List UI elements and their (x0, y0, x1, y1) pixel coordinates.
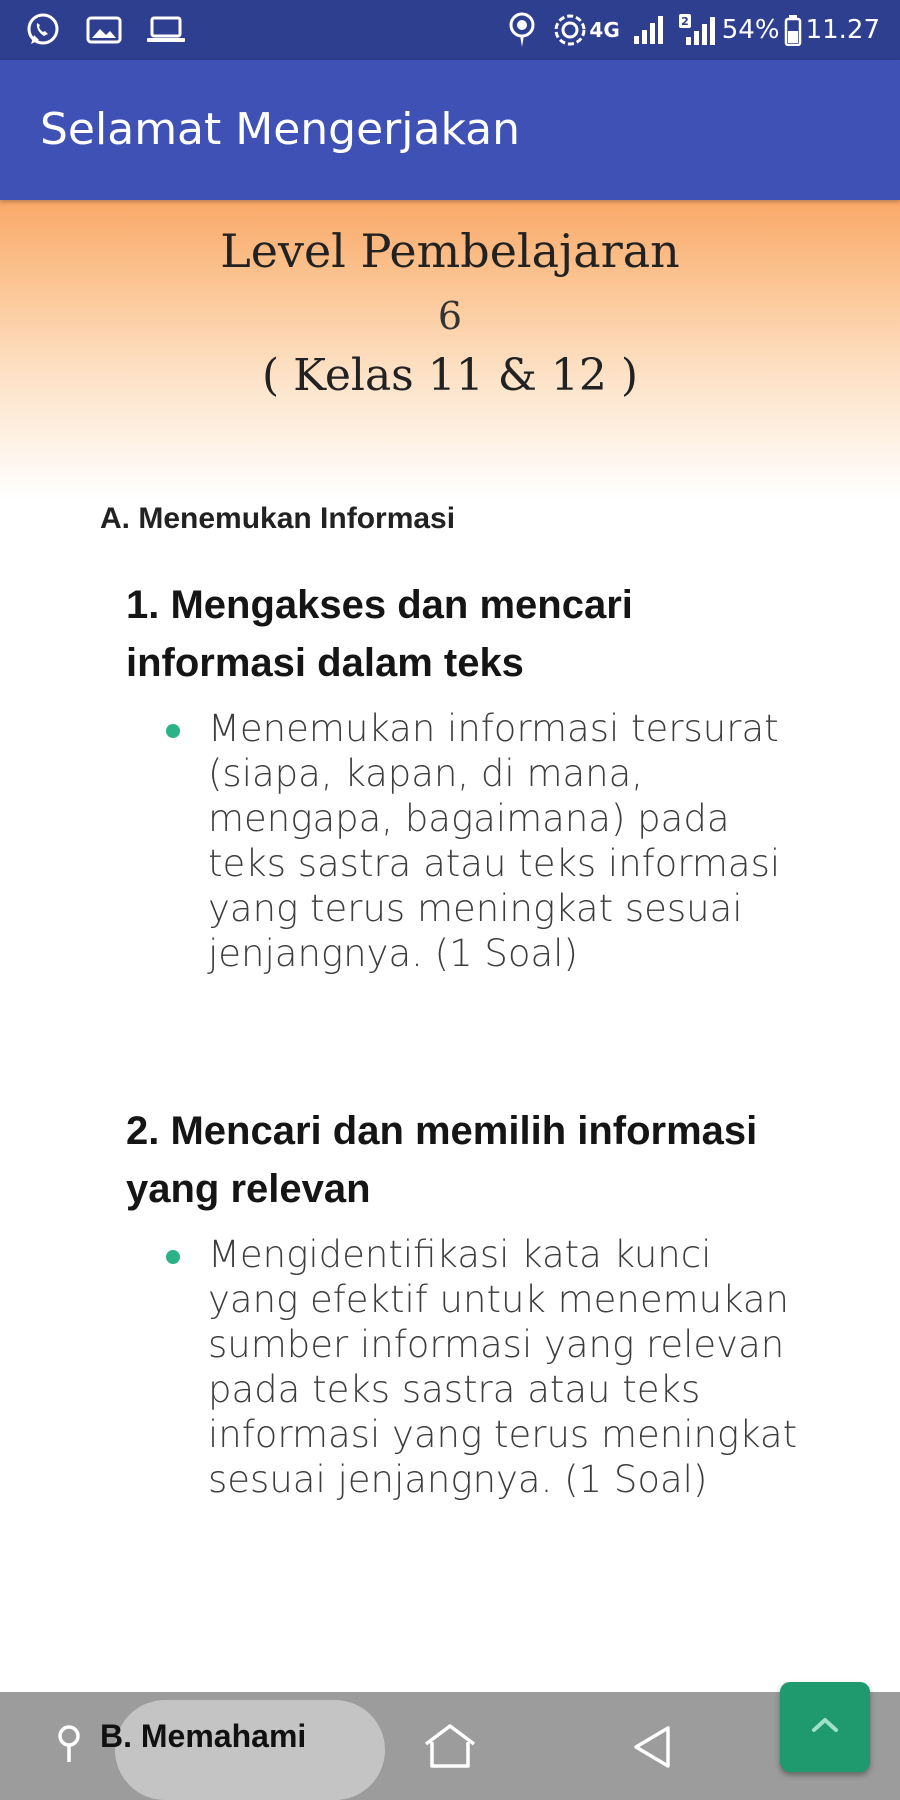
hero-title: Level Pembelajaran (220, 224, 680, 278)
section-title: A. Menemukan Informasi (100, 502, 456, 535)
app-title: Selamat Mengerjakan (40, 104, 521, 155)
topic-title: 1. Mengakses dan mencari informasi dalam teks (126, 583, 633, 685)
sync-icon (551, 11, 589, 49)
home-icon[interactable] (422, 1722, 478, 1775)
whatsapp-icon (24, 11, 62, 49)
bullet-text: Mengidentifikasi kata kunci yang efektif untuk menemukan sumber informasi yang relevan pada teks sastra atau teks informasi yang terus meningkat sesuai jenjangnya. (1 Soal) (208, 1233, 798, 1501)
sim-badge: 2 (680, 15, 689, 28)
gallery-icon (86, 15, 122, 45)
status-bar (0, 0, 900, 60)
bullet-text: Menemukan informasi tersurat (siapa, kapan, di mana, mengapa, bagaimana) pada teks sastra atau teks informasi yang terus meningkat sesuai jenjangnya. (1 Soal) (208, 707, 781, 975)
hero-level: 6 (437, 294, 463, 338)
status-bar-notifications (24, 11, 210, 49)
battery-icon (784, 14, 802, 46)
topic-title: 2. Mencari dan memilih informasi yang relevan (126, 1109, 758, 1211)
location-pin-icon (56, 1724, 82, 1769)
network-type: 4G (589, 18, 620, 42)
status-bar-system (493, 11, 880, 49)
laptop-icon (146, 15, 186, 45)
back-icon[interactable] (630, 1724, 674, 1775)
bullet-dot (166, 724, 180, 738)
location-icon (505, 11, 539, 49)
app-bar (0, 60, 900, 200)
scroll-to-top-button[interactable] (780, 1682, 870, 1772)
hero-grade: ( Kelas 11 & 12 ) (261, 350, 639, 401)
chevron-up-icon (810, 1715, 840, 1740)
battery-percent: 54% (721, 15, 780, 45)
clock: 11.27 (805, 15, 880, 45)
bullet-dot (166, 1250, 180, 1264)
next-section-link[interactable]: B. Memahami (100, 1718, 307, 1754)
signal-icon-2 (678, 13, 718, 47)
hero-banner (0, 200, 900, 500)
signal-icon (632, 14, 666, 46)
